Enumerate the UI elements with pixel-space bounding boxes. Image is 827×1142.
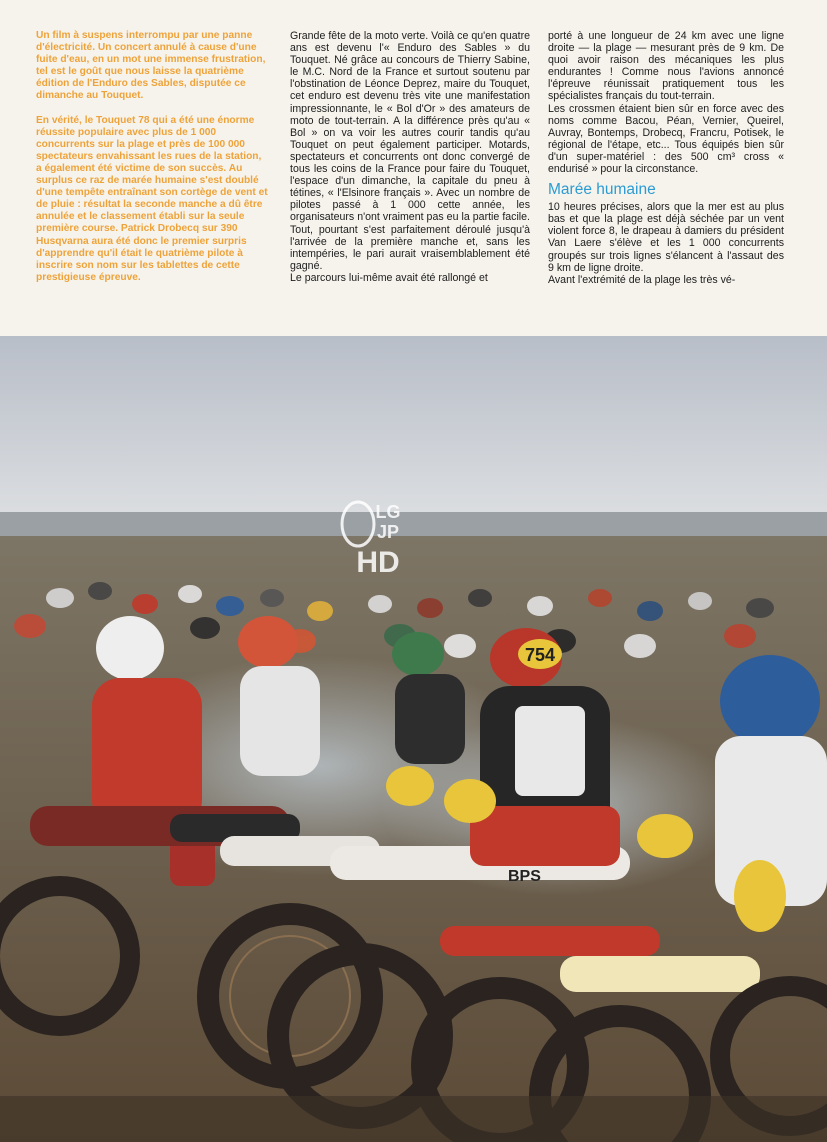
column3-paragraph-2: Les crossmen étaient bien sûr en force avec des noms comme Bacou, Péan, Vernier, Queirel, Auvray, Bontemps, Drobecq, Francru, Potisek, le régional de l'étape, etc... Tous équipés bien sûr d'un super-matériel : des 500 cm³ cross « endurisé » pour la circonstance. xyxy=(548,102,784,176)
watermark-logo xyxy=(336,492,420,576)
column3-paragraph-3: 10 heures précises, alors que la mer est au plus bas et que la plage est déjà séchée par un vent violent force 8, le drapeau à damiers du président Van Laere s'élève et les 1 000 concurrents groupés sur trois lignes s'élancent à l'assaut des 9 km de ligne droite. xyxy=(548,201,784,274)
column3-paragraph-4: Avant l'extrémité de la plage les très vé- xyxy=(548,273,736,286)
intro-column xyxy=(36,30,268,296)
bike-decal-text: BPS xyxy=(508,868,541,885)
watermark-line-1: LG xyxy=(375,502,401,522)
body-column-3 xyxy=(548,30,784,286)
subheading-maree-humaine: Marée humaine xyxy=(548,181,656,199)
body-column-2 xyxy=(290,30,530,284)
column2-paragraph-1: Grande fête de la moto verte. Voilà ce qu'en quatre ans est devenu l'« Enduro des Sables » du Touquet. Né grâce au concours de Thierry Sabine, le M.C. Nord de la France et surtout soutenu par l'obstination de Léonce Deprez, maire du Touquet, cet enduro est devenu très vite une manifestation impressionnante, le « Bol d'Or » des amateurs de moto de tout-terrain. A la différence près qu'au « Bol » on va voir les autres courir tandis qu'au Touquet on peut également participer. Motards, spectateurs et concurrents ont donc convergé de tous les coins de la France pour faire du Touquet, l'espace d'un dimanche, la capitale du pneu à tétines, « l'Elsinore français ». Avec un nombre de pilotes passé à 1 000 cette année, les organisateurs n'ont vraiment pas eu la partie facile. Tout, pourtant s'est parfaitement déroulé jusqu'à l'arrivée de la première manche et, sans les intempéries, le pari aurait vraisemblablement été gagné. xyxy=(290,30,530,272)
intro-paragraph-1: Un film à suspens interrompu par une panne d'électricité. Un concert annulé à cause d'une fuite d'eau, en un mot une immense frustration, tel est le goût que nous laisse la quatrième édition de l'Enduro des Sables, disputée ce dimanche au Touquet. xyxy=(36,30,266,102)
race-start-photo xyxy=(0,336,827,1142)
column3-paragraph-1: porté à une longueur de 24 km avec une ligne droite — la plage — mesurant près de 9 km. De quoi avoir raison des mécaniques les plus endurantes ! Comme nous l'avions annoncé l'épreuve réunissait pratiquement tous les spécialistes français du tout-terrain. xyxy=(548,30,784,103)
column2-paragraph-2: Le parcours lui-même avait été rallongé et xyxy=(290,271,488,284)
watermark-head-icon xyxy=(342,502,374,546)
number-plate xyxy=(518,639,562,669)
watermark-line-3: HD xyxy=(356,546,400,576)
watermark-line-2: JP xyxy=(376,522,400,542)
article-text xyxy=(0,0,827,330)
plate-number-text: 754 xyxy=(524,645,556,665)
intro-paragraph-2: En vérité, le Touquet 78 qui a été une énorme réussite populaire avec plus de 1 000 concurrents sur la plage et près de 100 000 spectateurs envahissant les rues de la station, a également été victime de son succès. Au surplus ce raz de marée humaine s'est doublé d'une tempête entraînant son cortège de vent et de pluie : résultat la seconde manche a dû être annulée et le classement établi sur la seule première course. Patrick Drobecq sur 390 Husqvarna aura été donc le premier surpris d'apprendre qu'il était le quatrième pilote à inscrire son nom sur les tablettes de cette prestigieuse épreuve. xyxy=(36,114,268,283)
photo-illustration xyxy=(0,336,827,1142)
foreground-sand xyxy=(0,1096,827,1142)
